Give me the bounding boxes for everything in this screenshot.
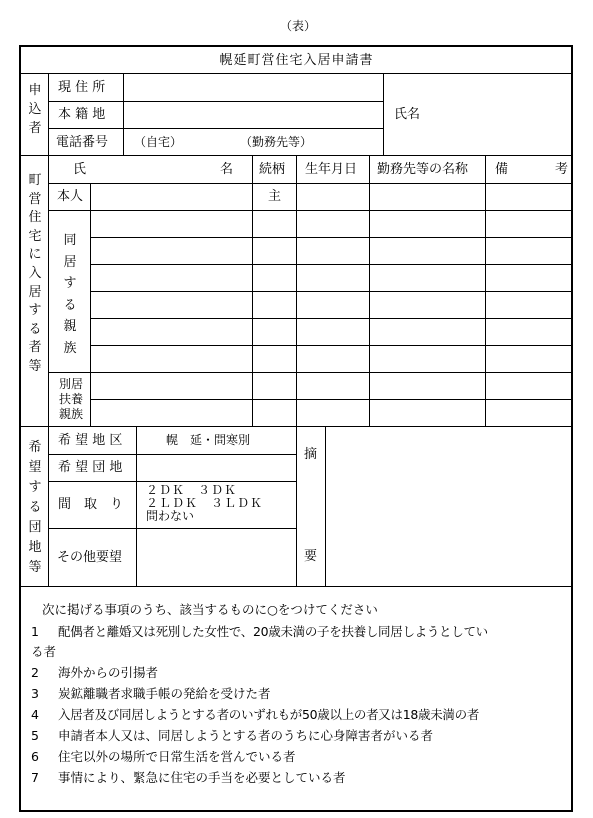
divider bbox=[48, 155, 49, 426]
preference-section-label: 希 望 す る 団 地 等 bbox=[28, 440, 42, 575]
header-birthdate: 生年月日 bbox=[305, 162, 358, 177]
applicant-section-label: 申 込 者 bbox=[28, 83, 42, 136]
page-side-label: （表） bbox=[280, 19, 317, 33]
phone-work-label: （勤務先等） bbox=[240, 135, 313, 149]
divider bbox=[90, 318, 573, 319]
address-field[interactable] bbox=[125, 75, 381, 100]
phone-home-label: （自宅） bbox=[134, 135, 183, 149]
divider bbox=[48, 528, 296, 529]
layout-option-3[interactable]: 問わない bbox=[146, 509, 195, 523]
condition-7-text[interactable]: 事情により、緊急に住宅の手当を必要としている者 bbox=[58, 770, 346, 785]
notes-label-bottom: 要 bbox=[304, 549, 318, 564]
domicile-field[interactable] bbox=[125, 103, 381, 127]
area-label: 希 望 地 区 bbox=[58, 433, 123, 448]
condition-2-num: 2 bbox=[31, 665, 39, 680]
name-field[interactable] bbox=[428, 75, 571, 154]
divider bbox=[90, 237, 573, 238]
condition-2-text[interactable]: 海外からの引揚者 bbox=[58, 665, 159, 680]
divider bbox=[48, 481, 296, 482]
self-relation: 主 bbox=[268, 189, 282, 204]
divider bbox=[136, 426, 137, 586]
divider bbox=[123, 73, 124, 155]
address-label: 現 住 所 bbox=[58, 80, 106, 95]
condition-1-text[interactable]: 配偶者と離婚又は死別した女性で、20歳未満の子を扶養し同居しようとしてい bbox=[58, 624, 488, 639]
divider bbox=[383, 73, 384, 155]
divider bbox=[48, 73, 49, 155]
conditions-intro: 次に掲げる事項のうち、該当するものに○をつけてください bbox=[42, 602, 378, 617]
notes-field[interactable] bbox=[327, 428, 571, 585]
condition-3-text[interactable]: 炭鉱離職者求職手帳の発給を受けた者 bbox=[58, 686, 271, 701]
divider bbox=[90, 291, 573, 292]
domicile-label: 本 籍 地 bbox=[58, 107, 106, 122]
divider bbox=[48, 101, 383, 102]
header-remarks-right: 考 bbox=[555, 162, 569, 177]
layout-options[interactable] bbox=[146, 484, 263, 523]
condition-6-text[interactable]: 住宅以外の場所で日常生活を営んでいる者 bbox=[58, 749, 296, 764]
header-workplace: 勤務先等の名称 bbox=[377, 162, 469, 177]
residents-section-label: 町 営 住 宅 に 入 居 す る 者 等 bbox=[28, 173, 42, 374]
condition-6-num: 6 bbox=[31, 749, 39, 764]
self-label: 本人 bbox=[57, 189, 84, 204]
form-title: 幌延町営住宅入居申請書 bbox=[219, 53, 374, 68]
estate-field[interactable] bbox=[138, 456, 294, 480]
other-label: その他要望 bbox=[57, 550, 123, 565]
divider bbox=[90, 183, 91, 426]
header-remarks-left: 備 bbox=[495, 162, 509, 177]
divider bbox=[296, 426, 297, 586]
name-label: 氏名 bbox=[394, 107, 421, 122]
condition-4-num: 4 bbox=[31, 707, 39, 722]
divider bbox=[48, 426, 49, 586]
divider bbox=[90, 345, 573, 346]
divider bbox=[48, 454, 296, 455]
condition-1-text-cont: る者 bbox=[31, 644, 57, 659]
header-name-right: 名 bbox=[220, 162, 234, 177]
condition-1-num: 1 bbox=[31, 624, 39, 639]
area-value: 幌 延・問寒別 bbox=[166, 433, 251, 447]
other-field[interactable] bbox=[138, 530, 294, 585]
dependent-label: 別居 扶養 親族 bbox=[58, 377, 83, 421]
divider bbox=[48, 372, 573, 373]
divider bbox=[19, 73, 573, 74]
condition-3-num: 3 bbox=[31, 686, 39, 701]
layout-option-1[interactable]: ２ＤＫ ３ＤＫ bbox=[146, 483, 238, 497]
condition-5-num: 5 bbox=[31, 728, 39, 743]
divider bbox=[90, 399, 573, 400]
divider bbox=[48, 210, 573, 211]
condition-5-text[interactable]: 申請者本人又は、同居しようとする者のうちに心身障害者がいる者 bbox=[58, 728, 434, 743]
cohabitant-label: 同 居 す る 親 族 bbox=[63, 233, 77, 356]
layout-label: 間 取 り bbox=[58, 497, 124, 512]
notes-label-top: 摘 bbox=[304, 447, 318, 462]
divider bbox=[90, 264, 573, 265]
header-relation: 続柄 bbox=[259, 162, 286, 177]
phone-label: 電話番号 bbox=[56, 135, 109, 150]
divider bbox=[48, 183, 573, 184]
header-name-left: 氏 bbox=[73, 162, 87, 177]
divider bbox=[19, 586, 573, 587]
condition-4-text[interactable]: 入居者及び同居しようとする者のいずれもが50歳以上の者又は18歳未満の者 bbox=[58, 707, 480, 722]
estate-label: 希 望 団 地 bbox=[58, 460, 123, 475]
divider bbox=[325, 426, 326, 586]
layout-option-2[interactable]: ２ＬＤＫ ３ＬＤＫ bbox=[146, 496, 264, 510]
condition-7-num: 7 bbox=[31, 770, 39, 785]
divider bbox=[48, 128, 383, 129]
